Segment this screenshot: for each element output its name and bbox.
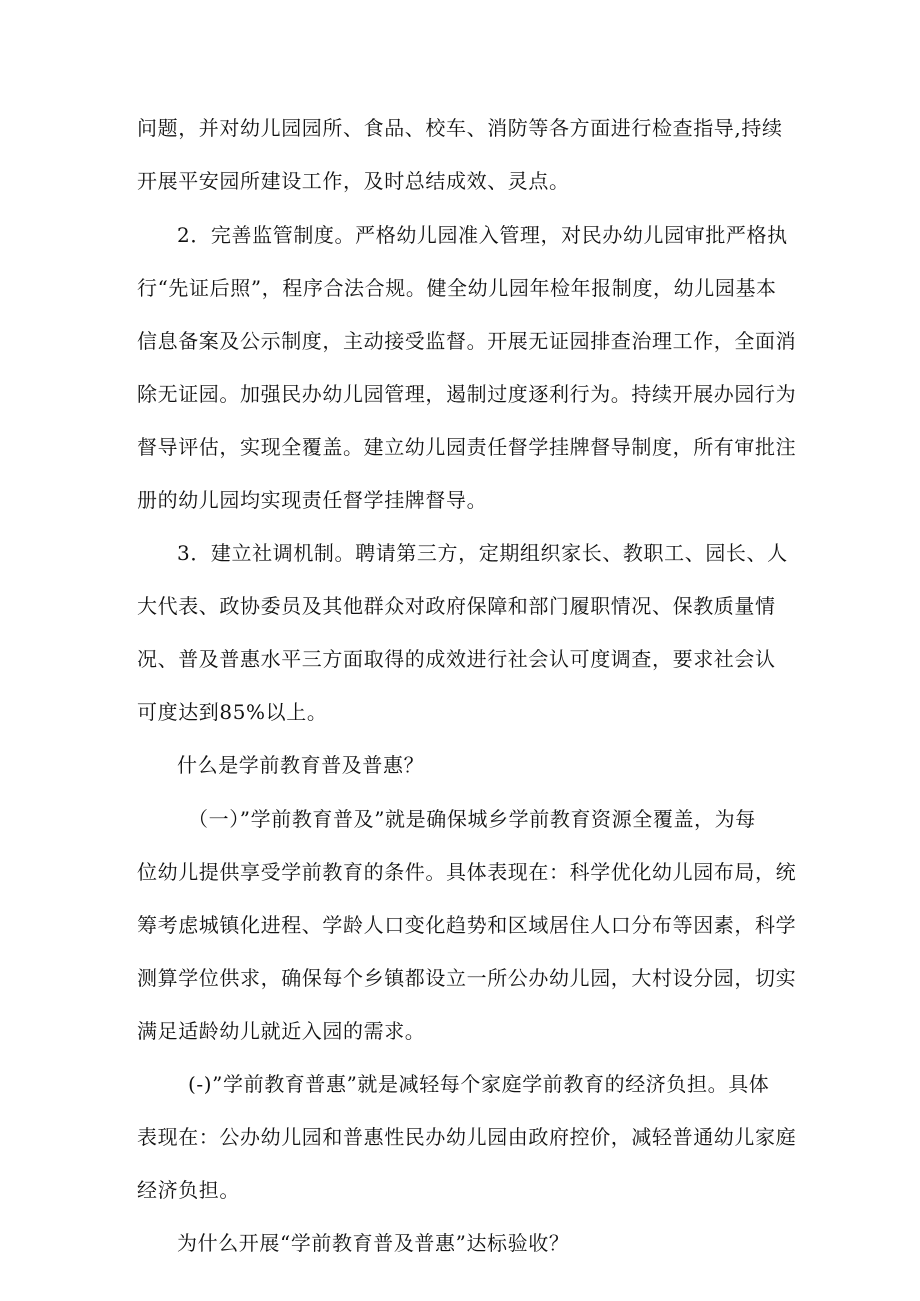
- text-line-19: (-)”学前教育普惠”就是减轻每个家庭学前教育的经济负担。具体: [188, 1072, 770, 1096]
- text-line-12: 可度达到85%以上。: [137, 700, 328, 724]
- text-line-18: 满足适龄幼儿就近入园的需求。: [137, 1019, 426, 1043]
- text-line-11: 况、普及普惠水平三方面取得的成效进行社会认可度调查，要求社会认: [137, 647, 776, 671]
- text-line-2: 开展平安园所建设工作，及时总结成效、灵点。: [137, 169, 570, 193]
- text-line-4: 行“先证后照”，程序合法合规。健全幼儿园年检年报制度，幼儿园基本: [137, 276, 777, 300]
- text-line-10: 大代表、政协委员及其他群众对政府保障和部门履职情况、保教质量情: [137, 594, 776, 618]
- text-line-5: 信息备案及公示制度，主动接受监督。开展无证园排查治理工作，全面消: [137, 329, 797, 353]
- text-line-14: （一）”学前教育普及”就是确保城乡学前教育资源全覆盖，为每: [188, 807, 756, 831]
- text-line-15: 位幼儿提供享受学前教育的条件。具体表现在：科学优化幼儿园布局，统: [137, 860, 797, 884]
- text-line-6: 除无证园。加强民办幼儿园管理，遏制过度逐利行为。持续开展办园行为: [137, 382, 797, 406]
- text-line-17: 测算学位供求，确保每个乡镇都设立一所公办幼儿园，大村设分园，切实: [137, 966, 797, 990]
- text-line-3: 2．完善监管制度。严格幼儿园准入管理，对民办幼儿园审批严格执: [177, 223, 788, 247]
- text-line-16: 筹考虑城镇化进程、学龄人口变化趋势和区域居住人口分布等因素，科学: [137, 913, 797, 937]
- heading-what-is: 什么是学前教育普及普惠？: [177, 753, 425, 777]
- text-line-9: 3．建立社调机制。聘请第三方，定期组织家长、教职工、园长、人: [177, 541, 788, 565]
- text-line-8: 册的幼儿园均实现责任督学挂牌督导。: [137, 488, 488, 512]
- heading-why: 为什么开展“学前教育普及普惠”达标验收？: [177, 1231, 570, 1255]
- text-line-1: 问题，并对幼儿园园所、食品、校车、消防等各方面进行检查指导,持续: [137, 116, 783, 140]
- text-line-21: 经济负担。: [137, 1178, 240, 1202]
- text-line-20: 表现在：公办幼儿园和普惠性民办幼儿园由政府控价，减轻普通幼儿家庭: [137, 1125, 797, 1149]
- text-line-7: 督导评估，实现全覆盖。建立幼儿园责任督学挂牌督导制度，所有审批注: [137, 435, 797, 459]
